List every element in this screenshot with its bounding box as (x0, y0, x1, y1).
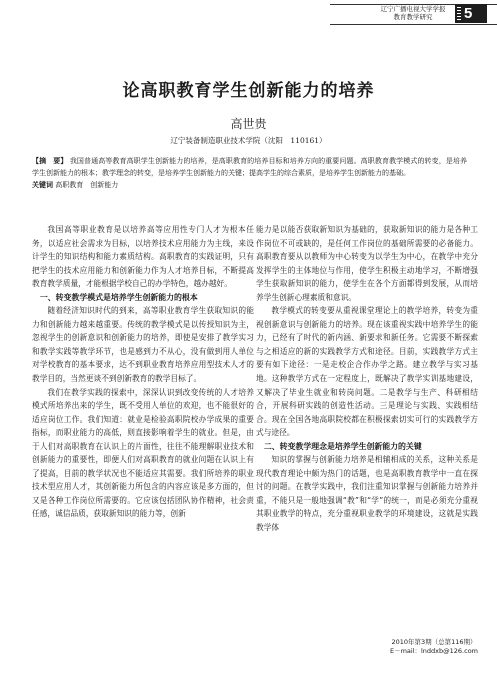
header-rule-bottom (330, 24, 497, 25)
abstract-label: 【摘 要】 (32, 157, 68, 165)
footer-email: E－mail：lnddxb@126.com (389, 647, 479, 655)
article-author: 高世贵 (230, 117, 267, 131)
page-footer (383, 638, 485, 656)
keywords-text: 高职教育 创新能力 (55, 181, 119, 189)
body-paragraph: 我国高等职业教育是以培养高等应用性专门人才为根本任务，以适应社会需求为目标，以培养技术应用能力为主线，来设计学生的知识结构和能力素质结构。高职教育的实践证明，只有把学生的技术应用能力和创新能力作为人才培养目标，不断提高教育教学质量，才能根据学校自己的办学特色，越办越好。 (32, 225, 254, 289)
body-paragraph: 能力是以能否获取新知识为基础的，获取新知识的能力是各种工作岗位不可或缺的，是任何工作岗位的基础所需要的必备能力。高职教育要从以教师为中心转变为以学生为中心，在教学中充分发挥学生的主体地位与作用，使学生积极主动地学习，不断增强学生获取新知识的能力，使学生在各个方面都得到发展，从而培养学生创新心理素质和意识。 (256, 225, 478, 302)
body-paragraph: 知识的掌握与创新能力培养是相辅相成的关系，这种关系是现代教育理论中颇为热门的话题，也是高职教育教学中一直在探讨的问题。在教学实践中，我们注重知识掌握与创新能力培养并重，不能只是一般地强调“教”和“学”的统一，而是必须充分重视其职业教学的特点，充分重视职业教学的环境建设，这就是实践教学体 (256, 455, 478, 533)
journal-name: 辽宁广播电视大学学报 教育教学研究 (380, 5, 446, 21)
issue-number: 5 (464, 5, 473, 22)
body-paragraph: 我们在教学实践的探索中，深深认识到改变传统的人才培养模式所培养出来的学生，既不受用人单位的欢迎，也不能很好的适应岗位工作。我们知道：就业是检验高职院校办学成果的重要指标，而职业能力的高低，则直接影响着学生的就业。但是，由于人们对高职教育在认识上的片面性，往往不能理解职业技术和创新能力的重要性，即便人们对高职教育的就业问题在认识上有了提高，目前的教学状况也不能适应其需要。我们所培养的职业技术型应用人才，其创新能力所包含的内容应该是多方面的，但又是各种工作岗位所需要的。它应该包括团队协作精神，社会责任感，诚信品质，获取新知识的能力等，创新 (32, 387, 254, 519)
issue-badge (455, 4, 487, 23)
section-heading: 一、转变教学模式是培养学生创新能力的根本 (39, 292, 198, 302)
abstract-block (32, 155, 467, 191)
body-paragraph: 教学模式的转变要从重视课堂理论上的教学培养，转变为重视创新意识与创新能力的培养。现在该重视实践中培养学生的能力，已经有了时代的新内涵、新要求和新任务。它需要不断探索与之相适应的新的实践教学方式和途径。目前，实践教学方式主要有如下途径：一是走校企合作办学之路。建立教学与实习基地。这种教学方式在一定程度上，既解决了教学实训基地建设，又解决了毕业生就业和转岗问题。二是教学与生产、科研相结合，开展科研实践的创造性活动。三是理论与实践、实践相结合。现在全国各地高职院校都在积极探索切实可行的实践教学方式与途径。 (256, 306, 478, 438)
keywords-label: 关键词 (32, 181, 53, 189)
abstract-paragraph (32, 155, 467, 179)
author-affiliation: 辽宁装备制造职业技术学院（沈阳 110161） (170, 136, 327, 145)
article-title: 论高职教育学生创新能力的培养 (122, 81, 375, 101)
keywords-line (32, 179, 467, 191)
body-column-left (32, 223, 254, 521)
abstract-text: 我国普通高等教育高职学生创新能力的培养，是高职教育的培养目标和培养方向的重要问题。高职教育教学模式的转变，是培养学生创新能力的根本；教学理念的转变，是培养学生创新能力的关键；提高学生的综合素质，是培养学生创新能力的基础。 (32, 157, 468, 177)
footer-issue-info: 2010年第3期（总第116期） (391, 638, 477, 646)
body-paragraph: 随着经济知识时代的到来，高等职业教育学生获取知识的能力和创新能力越来越重要。传统的教学模式是以传授知识为主，忽视学生的创新意识和创新能力的培养，即使是安排了教学实习和教学实践等教学环节，也是感到力不从心，没有做到用人单位对学校教育的基本要求，达不到职业教育培养应用型技术人才的教学目的，当然更谈不到创新教育的教学目标了。 (32, 306, 254, 384)
badge-stripes-icon (457, 7, 461, 20)
body-column-right (256, 223, 478, 535)
section-heading: 二、转变教学理念是培养学生创新能力的关键 (263, 441, 422, 451)
